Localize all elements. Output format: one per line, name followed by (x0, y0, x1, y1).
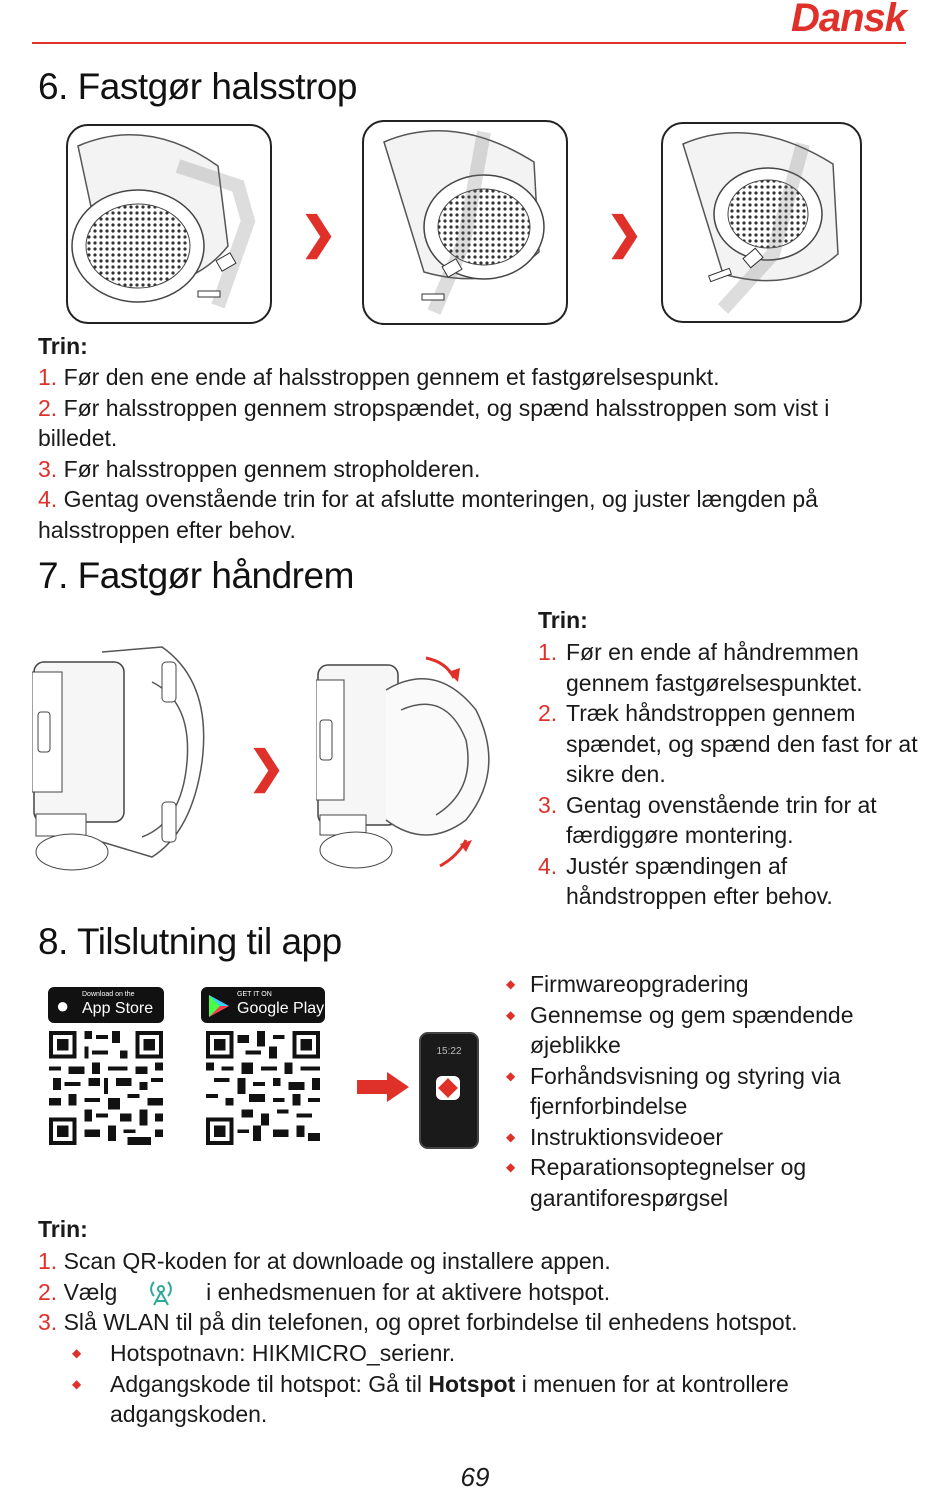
neck-strap-illustration-2 (362, 120, 568, 325)
sub-text-before: Adgangskode til hotspot: Gå til (110, 1370, 422, 1397)
phone-mockup (419, 1032, 479, 1149)
step-text: Gentag ovenstående trin for at færdiggøre montering. (566, 791, 877, 848)
list-item (38, 1277, 918, 1308)
app-icon (436, 1076, 460, 1100)
list-item (38, 393, 908, 454)
hotspot-icon (144, 1278, 178, 1306)
step-text: Før den ene ende af halsstroppen gennem et fastgørelsespunkt. (63, 364, 720, 390)
step-number: 1. (538, 639, 558, 665)
section-6-steps (38, 362, 908, 545)
list-item (72, 1369, 882, 1430)
step-arrow-icon: ❯ (606, 209, 643, 258)
device-side-figure (32, 642, 212, 872)
app-feature-list (506, 969, 916, 1213)
page-number: 69 (460, 1462, 490, 1492)
list-item (538, 851, 928, 912)
step-arrow-icon: ❯ (248, 743, 285, 792)
google-play-icon (209, 995, 229, 1017)
section-8-trin-label: Trin: (38, 1216, 88, 1242)
step-text: Før halsstroppen gennem stropspændet, og spænd halsstroppen som vist i billedet. (38, 394, 830, 451)
step-number: 3. (38, 455, 58, 482)
google-play-small-text: GET IT ON (237, 991, 272, 998)
device-side-figure (316, 650, 506, 872)
step-number: 1. (38, 364, 58, 390)
section-7-title: 7. Fastgør håndrem (38, 555, 354, 596)
neck-strap-illustration-3 (661, 122, 862, 323)
apple-icon: ● (56, 993, 70, 1018)
step-text: Gentag ovenstående trin for at afslutte monteringen, og juster længden på halsstroppen efter behov. (38, 486, 818, 543)
section-6-trin-label: Trin: (38, 333, 88, 359)
phone-time: 15:22 (436, 1046, 462, 1057)
list-item: ◆ Forhåndsvisning og styring via fjernforbindelse (506, 1061, 916, 1122)
step-number: 2. (38, 1278, 58, 1305)
step-number: 4. (38, 486, 58, 512)
hotspot-details-list (72, 1338, 882, 1430)
step-text: Træk håndstroppen gennem spændet, og spænd den fast for at sikre den. (566, 700, 918, 787)
sub-text-after: i menuen for at kontrollere adgangskoden. (110, 1370, 789, 1427)
list-item: ◆ Instruktionsvideoer (506, 1122, 916, 1153)
list-item (38, 1246, 918, 1277)
app-store-qr-code[interactable] (48, 1031, 164, 1145)
step-number: 2. (538, 700, 558, 726)
device-eyepiece-figure (364, 122, 566, 323)
device-eyepiece-figure (663, 124, 860, 321)
header-rule (32, 42, 906, 44)
arrow-right-icon (357, 1072, 409, 1102)
list-item: ◆ Firmwareopgradering (506, 969, 916, 1000)
list-item: ◆ Hotspotnavn: HIKMICRO_serienr. (72, 1338, 882, 1369)
list-item (538, 637, 928, 698)
step-number: 3. (538, 791, 558, 818)
section-7-trin-label: Trin: (538, 607, 588, 633)
app-store-label: App Store (82, 1000, 154, 1017)
list-item: ◆ Gennemse og gem spændende øjeblikke (506, 1000, 916, 1061)
qr-code-icon (205, 1031, 321, 1145)
step-arrow-icon: ❯ (300, 209, 337, 258)
language-label: Dansk (790, 0, 906, 40)
google-play-badge[interactable] (201, 987, 325, 1023)
list-item (538, 790, 928, 851)
step-number: 2. (38, 394, 58, 421)
list-item: ◆ Reparationsoptegnelser og garantiforespørgsel (506, 1152, 916, 1213)
neck-strap-illustration-1 (66, 124, 272, 324)
google-play-qr-code[interactable] (205, 1031, 321, 1145)
device-eyepiece-figure (68, 126, 270, 322)
list-item (38, 484, 908, 545)
google-play-label: Google Play (237, 1000, 325, 1017)
step-text-before: Vælg (63, 1278, 118, 1305)
app-store-small-text: Download on the (82, 991, 135, 998)
list-item (538, 698, 928, 790)
step-text: Justér spændingen af håndstroppen efter behov. (566, 852, 833, 909)
section-8-title: 8. Tilslutning til app (38, 921, 342, 962)
step-text: Slå WLAN til på din telefonen, og opret forbindelse til enhedens hotspot. (63, 1309, 798, 1335)
section-6-title: 6. Fastgør halsstrop (38, 66, 358, 107)
list-item (38, 362, 908, 393)
hand-strap-illustration-2 (316, 650, 506, 872)
list-item (38, 1307, 918, 1338)
step-number: 3. (38, 1309, 58, 1335)
step-text: Scan QR-koden for at downloade og installere appen. (63, 1248, 611, 1274)
step-text: Før en ende af håndremmen gennem fastgørelsespunktet. (566, 639, 863, 696)
step-number: 1. (38, 1248, 58, 1274)
hand-strap-illustration-1 (32, 642, 212, 872)
step-text: Før halsstroppen gennem stropholderen. (63, 455, 481, 482)
list-item (38, 454, 908, 485)
app-store-badge[interactable] (48, 987, 164, 1023)
step-number: 4. (538, 852, 558, 879)
section-8-steps (38, 1246, 918, 1338)
app-logo-icon (438, 1078, 458, 1098)
hotspot-keyword: Hotspot (428, 1370, 516, 1397)
step-text-after: i enhedsmenuen for at aktivere hotspot. (206, 1278, 611, 1305)
qr-code-icon (48, 1031, 164, 1145)
section-7-steps (538, 637, 928, 912)
